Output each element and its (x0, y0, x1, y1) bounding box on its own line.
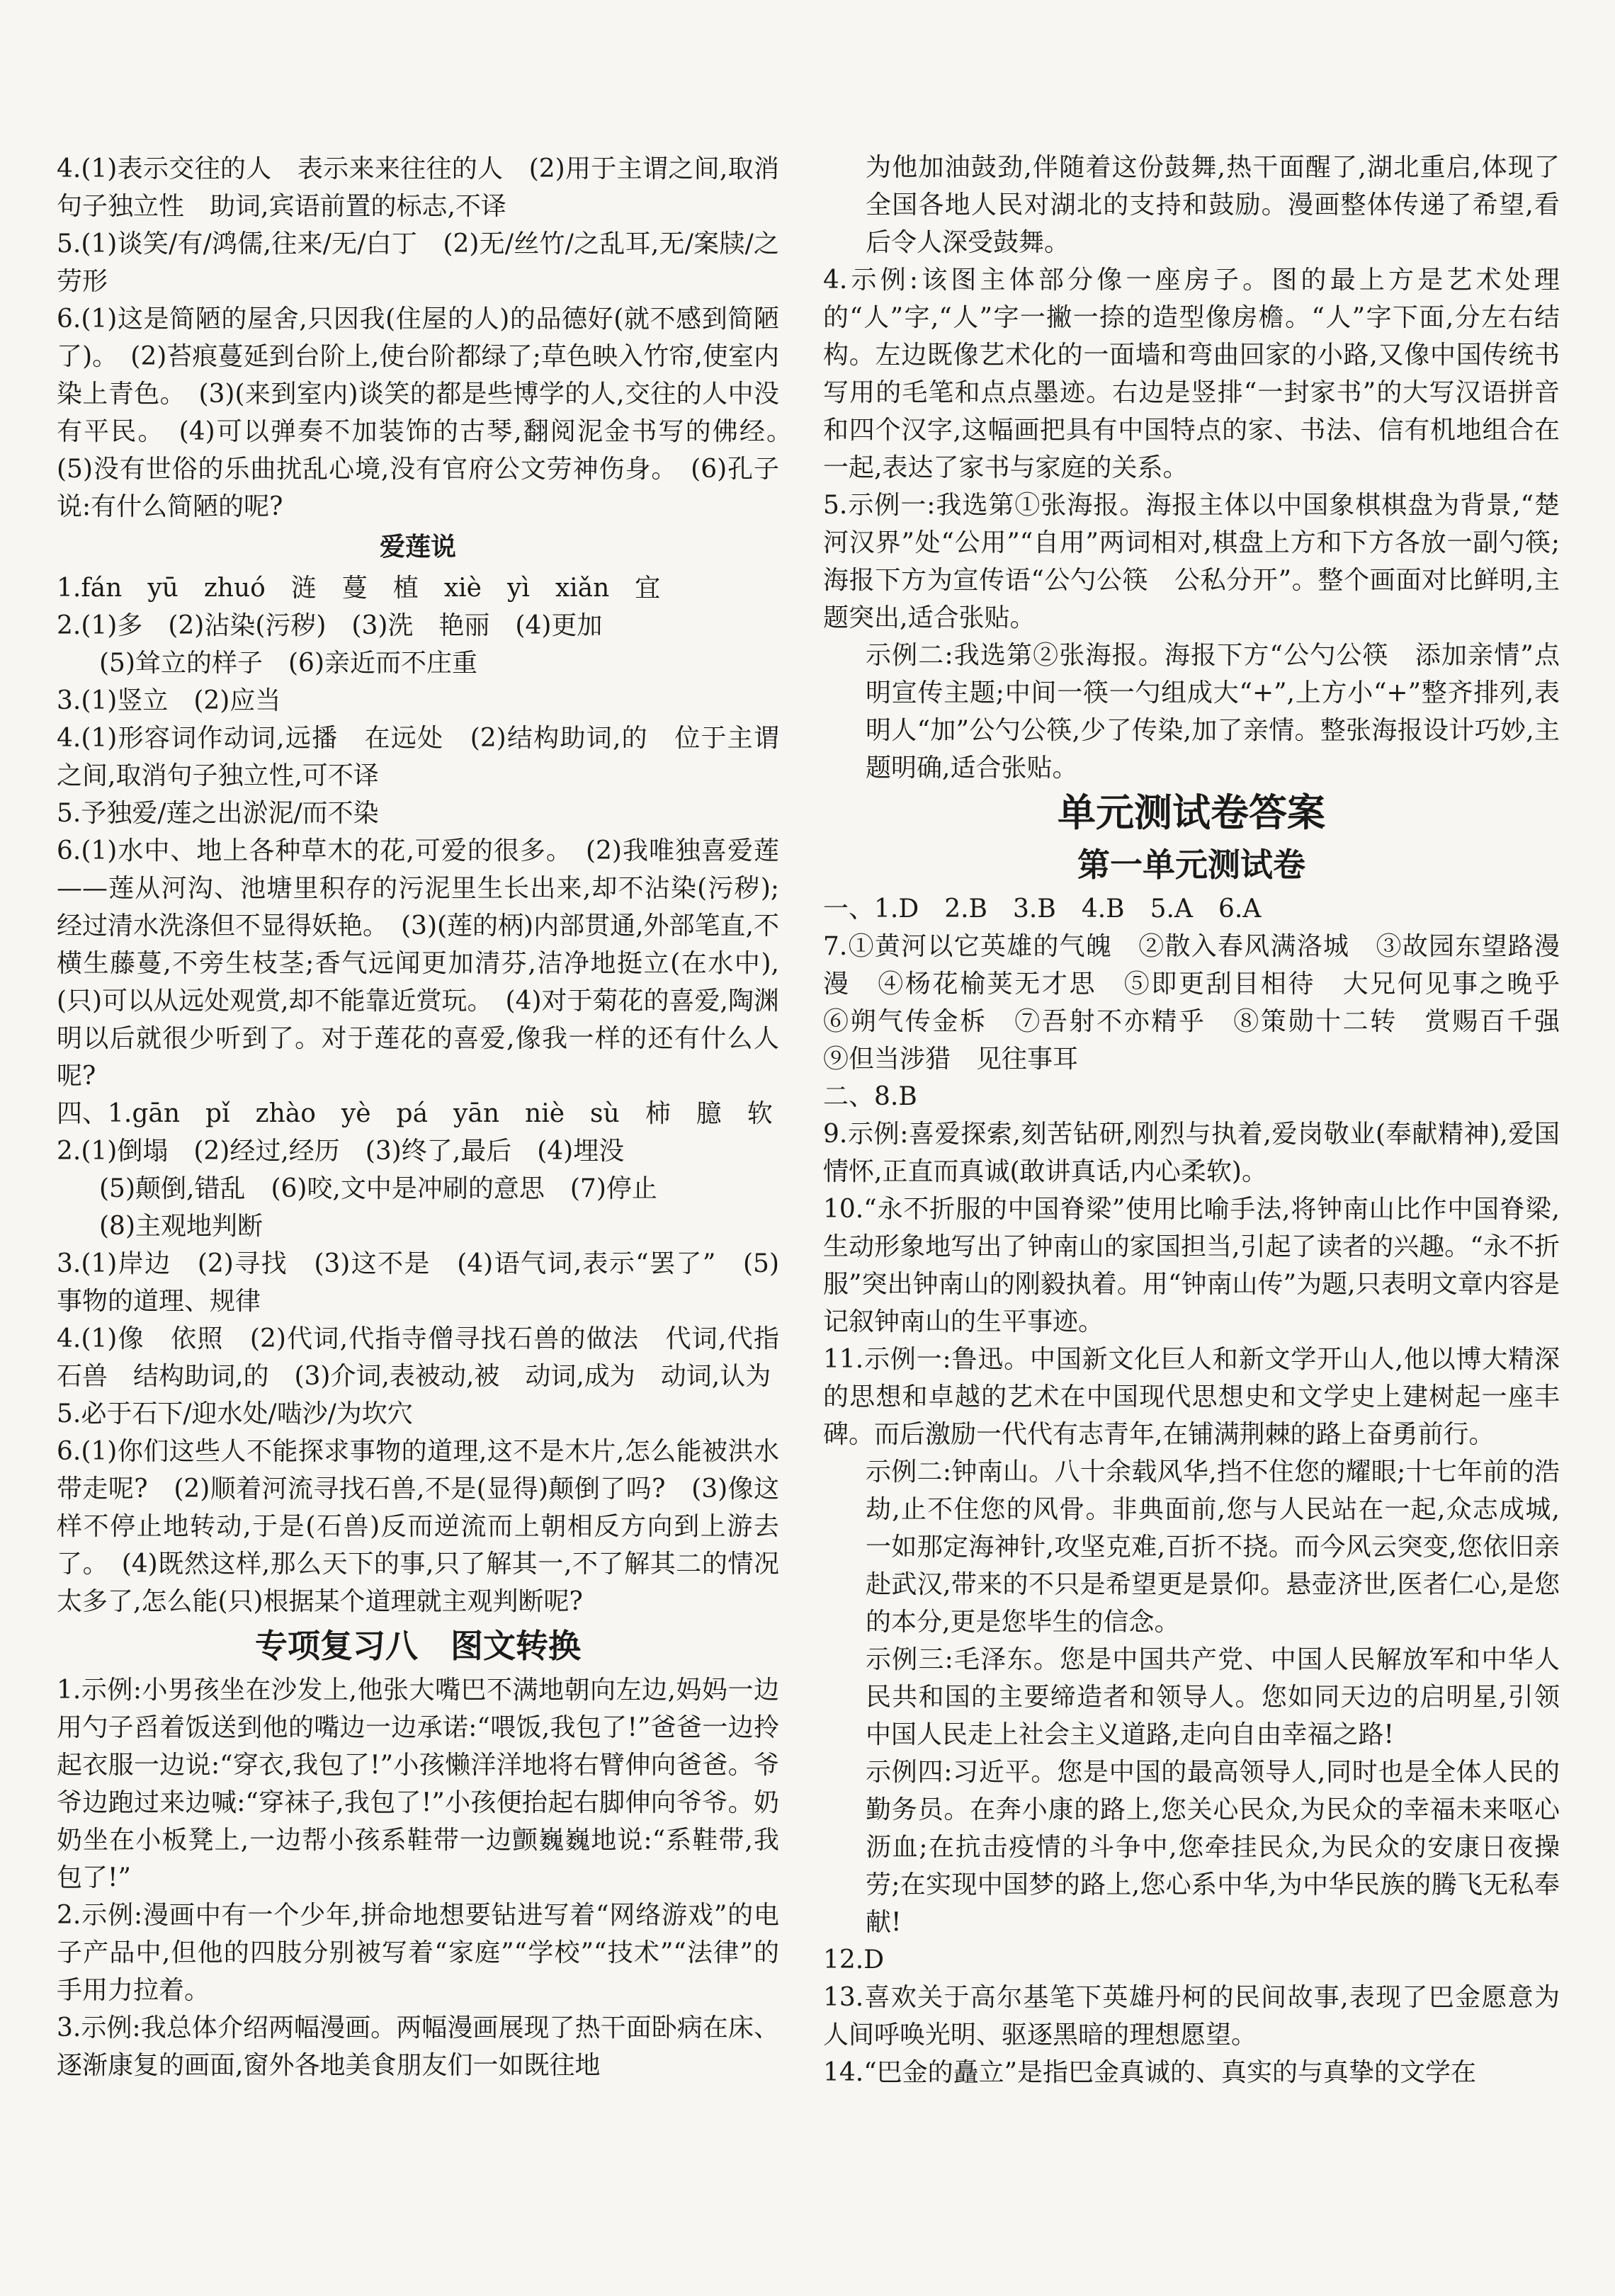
answer-item: 5.予独爱/莲之出淤泥/而不染 (57, 799, 379, 828)
answer-item: 6.(1)水中、地上各种草木的花,可爱的很多。 (2)我唯独喜爱莲——莲从河沟、池塘里积存的污泥里生长出来,却不沾染(污秽);经过清水洗涤但不显得妖艳。 (3)(莲的柄)内部贯通,外部笔直,不横生藤蔓,不旁生枝茎;香气远闻更加清芬,洁净地挺立(在水中),(只)可以从远处观赏,却不能靠近赏玩。 (4)对于菊花的喜爱,陶渊明以后就很少听到了。对于莲花的喜爱,像我一样的还有什么人呢? (57, 836, 779, 1091)
section-heading: 专项复习八 图文转换 (255, 1627, 581, 1665)
section-heading: 第一单元测试卷 (1077, 846, 1305, 884)
answer-item: 3.(1)竖立 (2)应当 (57, 686, 281, 715)
answer-item: 2.(1)倒塌 (2)经过,经历 (3)终了,最后 (4)埋没 (57, 1137, 625, 1166)
right-column (823, 149, 1586, 2091)
answer-item: 9.示例:喜爱探索,刻苦钻研,刚烈与执着,爱岗敬业(奉献精神),爱国情怀,正直而真诚(敢讲真话,内心柔软)。 (823, 1120, 1560, 1186)
answer-item-continuation: (8)主观地判断 (99, 1212, 263, 1241)
answer-item: 4.(1)表示交往的人 表示来来往往的人 (2)用于主谓之间,取消句子独立性 助词,宾语前置的标志,不译 (57, 154, 779, 221)
answer-item: 3.示例:我总体介绍两幅漫画。两幅漫画展现了热干面卧病在床、逐渐康复的画面,窗外各地美食朋友们一如既往地 (57, 2013, 779, 2080)
answer-item: 13.喜欢关于高尔基笔下英雄丹柯的民间故事,表现了巴金愿意为人间呼唤光明、驱逐黑暗的理想愿望。 (823, 1983, 1560, 2050)
answer-item: 四、1.gān pǐ zhào yè pá yān niè sù 柿 臆 软 (57, 1099, 773, 1128)
answer-item-continuation: (5)耸立的样子 (6)亲近而不庄重 (99, 649, 477, 678)
answer-item: 7.①黄河以它英雄的气魄 ②散入春风满洛城 ③故园东望路漫漫 ④杨花榆荚无才思 ⑤即更刮目相待 大兄何见事之晚乎 ⑥朔气传金柝 ⑦吾射不亦精乎 ⑧策勋十二转 赏赐百千强 ⑨但当涉猎 见往事耳 (823, 932, 1586, 1074)
answer-item: 2.示例:漫画中有一个少年,拼命地想要钻进写着“网络游戏”的电子产品中,但他的四肢分别被写着“家庭”“学校”“技术”“法律”的手用力拉着。 (57, 1901, 779, 2005)
answer-item-continuation: 示例二:钟南山。八十余载风华,挡不住您的耀眼;十七年前的浩劫,止不住您的风骨。非典面前,您与人民站在一起,众志成城,一如那定海神针,攻坚克难,百折不挠。而今风云突变,您依旧亲赴武汉,带来的不只是希望更是景仰。悬壶济世,医者仁心,是您的本分,更是您毕生的信念。 (866, 1457, 1560, 1637)
answer-item: 二、8.B (823, 1082, 917, 1111)
answer-item: 2.(1)多 (2)沾染(污秽) (3)洗 艳丽 (4)更加 (57, 611, 603, 640)
left-column (57, 150, 805, 2084)
answer-item-continuation: 示例四:习近平。您是中国的最高领导人,同时也是全体人民的勤务员。在奔小康的路上,您关心民众,为民众的幸福未来呕心沥血;在抗击疫情的斗争中,您牵挂民众,为民众的安康日夜操劳;在实现中国梦的路上,您心系中华,为中华民族的腾飞无私奉献! (866, 1758, 1560, 1937)
answer-item: 5.必于石下/迎水处/啮沙/为坎穴 (57, 1399, 413, 1428)
answer-item: 4.示例:该图主体部分像一座房子。图的最上方是艺术处理的“人”字,“人”字一撇一捺的造型像房檐。“人”字下面,分左右结构。左边既像艺术化的一面墙和弯曲回家的小路,又像中国传统书写用的毛笔和点点墨迹。右边是竖排“一封家书”的大写汉语拼音和四个汉字,这幅画把具有中国特点的家、书法、信有机地组合在一起,表达了家书与家庭的关系。 (823, 266, 1560, 482)
answer-item: 6.(1)这是简陋的屋舍,只因我(住屋的人)的品德好(就不感到简陋了)。 (2)苔痕蔓延到台阶上,使台阶都绿了;草色映入竹帘,使室内染上青色。 (3)(来到室内)谈笑的都是些博学的人,交往的人中没有平民。 (4)可以弹奏不加装饰的古琴,翻阅泥金书写的佛经。 (5)没有世俗的乐曲扰乱心境,没有官府公文劳神伤身。 (6)孔子说:有什么简陋的呢? (57, 305, 805, 521)
answer-item-continuation: 示例三:毛泽东。您是中国共产党、中国人民解放军和中华人民共和国的主要缔造者和领导人。您如同天边的启明星,引领中国人民走上社会主义道路,走向自由幸福之路! (866, 1645, 1560, 1749)
answer-item-continuation: (5)颠倒,错乱 (6)咬,文中是冲刷的意思 (7)停止 (99, 1174, 657, 1203)
answer-item-continuation: 为他加油鼓劲,伴随着这份鼓舞,热干面醒了,湖北重启,体现了全国各地人民对湖北的支持和鼓励。漫画整体传递了希望,看后令人深受鼓舞。 (866, 153, 1560, 257)
answer-item: 14.“巴金的矗立”是指巴金真诚的、真实的与真挚的文学在 (823, 2058, 1477, 2087)
answer-item: 6.(1)你们这些人不能探求事物的道理,这不是木片,怎么能被洪水带走呢? (2)顺着河流寻找石兽,不是(显得)颠倒了吗? (3)像这样不停止地转动,于是(石兽)反而逆流而上朝相反方向到上游去了。 (4)既然这样,那么天下的事,只了解其一,不了解其二的情况太多了,怎么能(只)根据某个道理就主观判断呢? (57, 1437, 779, 1616)
answer-item: 5.(1)谈笑/有/鸿儒,往来/无/白丁 (2)无/丝竹/之乱耳,无/案牍/之劳形 (57, 229, 779, 296)
section-heading: 爱莲说 (379, 533, 456, 562)
main-heading: 单元测试卷答案 (1058, 790, 1325, 835)
answer-item: 11.示例一:鲁迅。中国新文化巨人和新文学开山人,他以博大精深的思想和卓越的艺术在中国现代思想史和文学史上建树起一座丰碑。而后激励一代代有志青年,在铺满荆棘的路上奋勇前行。 (823, 1345, 1560, 1449)
answer-item: 一、1.D 2.B 3.B 4.B 5.A 6.A (823, 894, 1262, 923)
answer-item: 5.示例一:我选第①张海报。海报主体以中国象棋棋盘为背景,“楚河汉界”处“公用”“自用”两词相对,棋盘上方和下方各放一副勺筷;海报下方为宣传语“公勺公筷 公私分开”。整个画面对比鲜明,主题突出,适合张贴。 (823, 491, 1560, 632)
answer-item: 4.(1)像 依照 (2)代词,代指寺僧寻找石兽的做法 代词,代指石兽 结构助词,的 (3)介词,表被动,被 动词,成为 动词,认为 (57, 1324, 779, 1391)
answer-item: 12.D (823, 1945, 885, 1974)
answer-item: 1.示例:小男孩坐在沙发上,他张大嘴巴不满地朝向左边,妈妈一边用勺子舀着饭送到他的嘴边一边承诺:“喂饭,我包了!”爸爸一边拎起衣服一边说:“穿衣,我包了!”小孩懒洋洋地将右臂伸向爸爸。爷爷边跑过来边喊:“穿袜子,我包了!”小孩便抬起右脚伸向爷爷。奶奶坐在小板凳上,一边帮小孩系鞋带一边颤巍巍地说:“系鞋带,我包了!” (57, 1676, 779, 1892)
answer-item: 4.(1)形容词作动词,远播 在远处 (2)结构助词,的 位于主谓之间,取消句子独立性,可不译 (57, 724, 779, 790)
answer-item: 10.“永不折服的中国脊梁”使用比喻手法,将钟南山比作中国脊梁,生动形象地写出了钟南山的家国担当,引起了读者的兴趣。“永不折服”突出钟南山的刚毅执着。用“钟南山传”为题,只表明文章内容是记叙钟南山的生平事迹。 (823, 1195, 1560, 1336)
answer-item: 1.fán yū zhuó 涟 蔓 植 xiè yì xiǎn 宜 (57, 574, 661, 603)
answer-item-continuation: 示例二:我选第②张海报。海报下方“公勺公筷 添加亲情”点明宣传主题;中间一筷一勺组成大“+”,上方小“+”整齐排列,表明人“加”公勺公筷,少了传染,加了亲情。整张海报设计巧妙,主题明确,适合张贴。 (866, 641, 1560, 783)
answer-item: 3.(1)岸边 (2)寻找 (3)这不是 (4)语气词,表示“罢了” (5)事物的道理、规律 (57, 1249, 779, 1316)
